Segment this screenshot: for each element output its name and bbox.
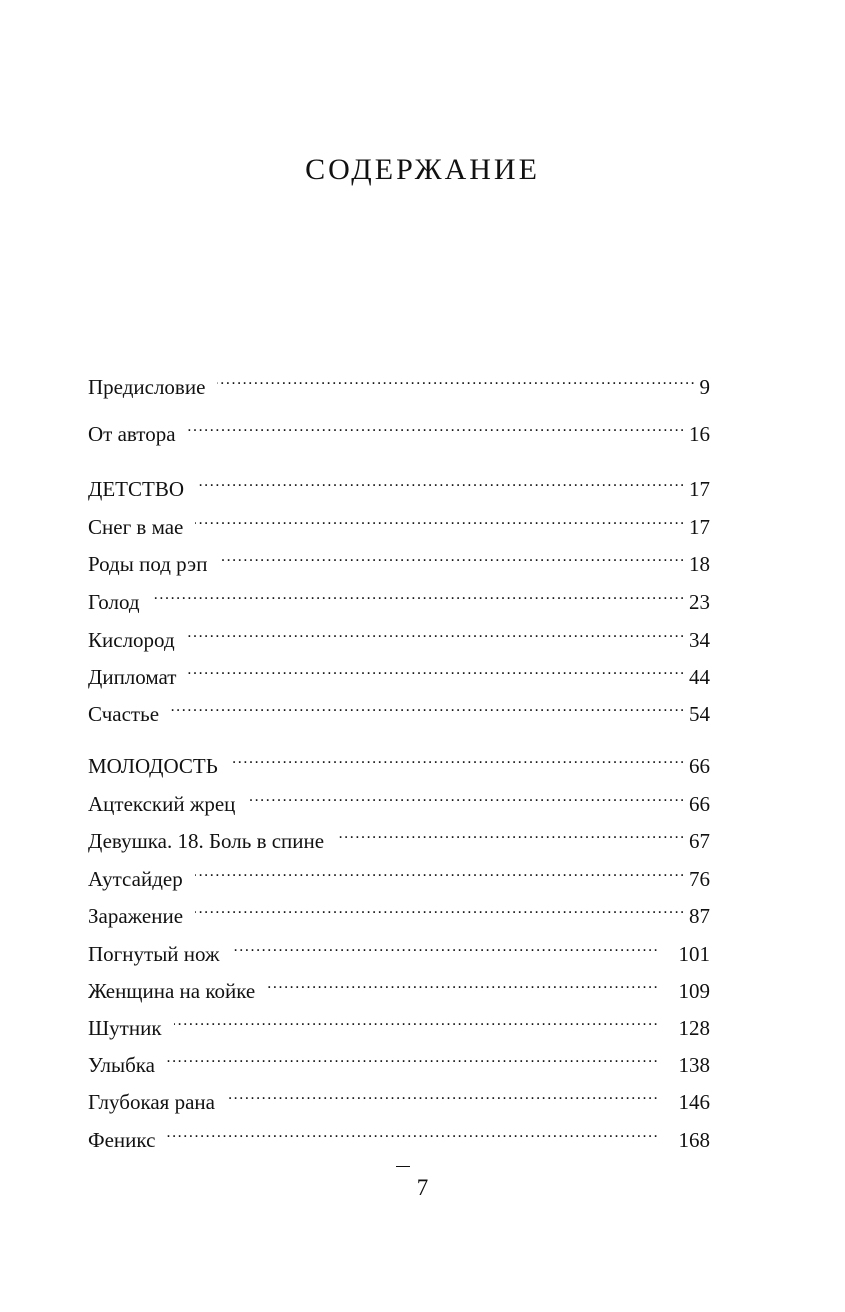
dot-leader [195, 506, 683, 534]
toc-entry-page: 66 [689, 792, 710, 816]
folio-rule [396, 1166, 410, 1167]
toc-entry[interactable] [88, 506, 710, 539]
toc-entry-page: 168 [678, 1128, 710, 1152]
toc-entry-page: 44 [689, 665, 710, 689]
dot-leader [167, 1119, 656, 1147]
toc-entry-title: Снег в мае [88, 515, 184, 539]
toc-entry-page: 101 [678, 942, 710, 966]
toc-entry-title: Шутник [88, 1016, 162, 1040]
toc-entry[interactable] [88, 619, 710, 652]
dot-leader [152, 581, 683, 609]
toc-entry-page: 87 [689, 904, 710, 928]
toc-section-youth[interactable] [88, 745, 710, 778]
toc-entry-page: 18 [689, 552, 710, 576]
dot-leader [188, 413, 683, 441]
toc-entry-page: 34 [689, 628, 710, 652]
toc-entry[interactable] [88, 693, 710, 726]
dot-leader [232, 933, 657, 961]
toc-entry[interactable] [88, 581, 710, 614]
toc-entry-title: Глубокая рана [88, 1090, 215, 1114]
toc-entry-title: Предисловие [88, 375, 206, 399]
dot-leader [267, 970, 656, 998]
toc-entry-page: 138 [678, 1053, 710, 1077]
toc-entry[interactable] [88, 895, 710, 928]
toc-section-childhood[interactable] [88, 468, 710, 501]
toc-entry-title: Заражение [88, 904, 184, 928]
dot-leader [217, 366, 693, 394]
toc-entry-page: 17 [689, 477, 710, 501]
dot-leader [195, 895, 683, 923]
dot-leader [188, 656, 683, 684]
dot-leader [230, 745, 683, 773]
toc-entry-title: Дипломат [88, 665, 177, 689]
toc-entry-from-author[interactable] [88, 413, 710, 446]
dot-leader [171, 693, 683, 721]
toc-entry-title: Погнутый нож [88, 942, 220, 966]
toc-entry-page: 54 [689, 702, 710, 726]
toc-entry-title: Голод [88, 590, 140, 614]
toc-entry-title: Феникс [88, 1128, 156, 1152]
toc-entry[interactable] [88, 858, 710, 891]
dot-leader [196, 468, 683, 496]
toc-entry-page: 66 [689, 754, 710, 778]
toc-entry-page: 146 [678, 1090, 710, 1114]
dot-leader [195, 858, 683, 886]
toc-entry[interactable] [88, 1119, 710, 1152]
toc-entry-page: 23 [689, 590, 710, 614]
dot-leader [219, 543, 683, 571]
toc-entry-title: ДЕТСТВО [88, 477, 184, 501]
toc-entry[interactable] [88, 1007, 710, 1040]
dot-leader [336, 820, 683, 848]
toc-entry-page: 128 [678, 1016, 710, 1040]
toc-entry[interactable] [88, 656, 710, 689]
dot-leader [167, 1044, 657, 1072]
toc-entry[interactable] [88, 543, 710, 576]
toc-entry[interactable] [88, 933, 710, 966]
page-number: 7 [416, 1175, 429, 1200]
toc-entry-title: От автора [88, 422, 176, 446]
toc-entry-title: Роды под рэп [88, 552, 208, 576]
toc-entry-title: МОЛОДОСТЬ [88, 754, 218, 778]
toc-entry-title: Улыбка [88, 1053, 155, 1077]
dot-leader [247, 783, 683, 811]
toc-entry-title: Счастье [88, 702, 160, 726]
toc-entry-title: Аутсайдер [88, 867, 183, 891]
toc-entry-preface[interactable] [88, 366, 710, 399]
dot-leader [227, 1081, 657, 1109]
toc-entry[interactable] [88, 783, 710, 816]
toc-entry-page: 17 [689, 515, 710, 539]
toc-entry[interactable] [88, 970, 710, 1003]
toc-entry-title: Кислород [88, 628, 175, 652]
dot-leader [174, 1007, 657, 1035]
toc-entry-title: Ацтекский жрец [88, 792, 236, 816]
toc-entry-title: Женщина на койке [88, 979, 256, 1003]
toc-entry-title: Девушка. 18. Боль в спине [88, 829, 325, 853]
toc-entry[interactable] [88, 820, 710, 853]
toc-entry-page: 9 [699, 375, 710, 399]
toc-entry-page: 67 [689, 829, 710, 853]
toc-entry-page: 76 [689, 867, 710, 891]
toc-entry-page: 109 [678, 979, 710, 1003]
page-title: СОДЕРЖАНИЕ [305, 153, 540, 186]
toc-entry[interactable] [88, 1081, 710, 1114]
toc-entry-page: 16 [689, 422, 710, 446]
dot-leader [187, 619, 683, 647]
toc-entry[interactable] [88, 1044, 710, 1077]
